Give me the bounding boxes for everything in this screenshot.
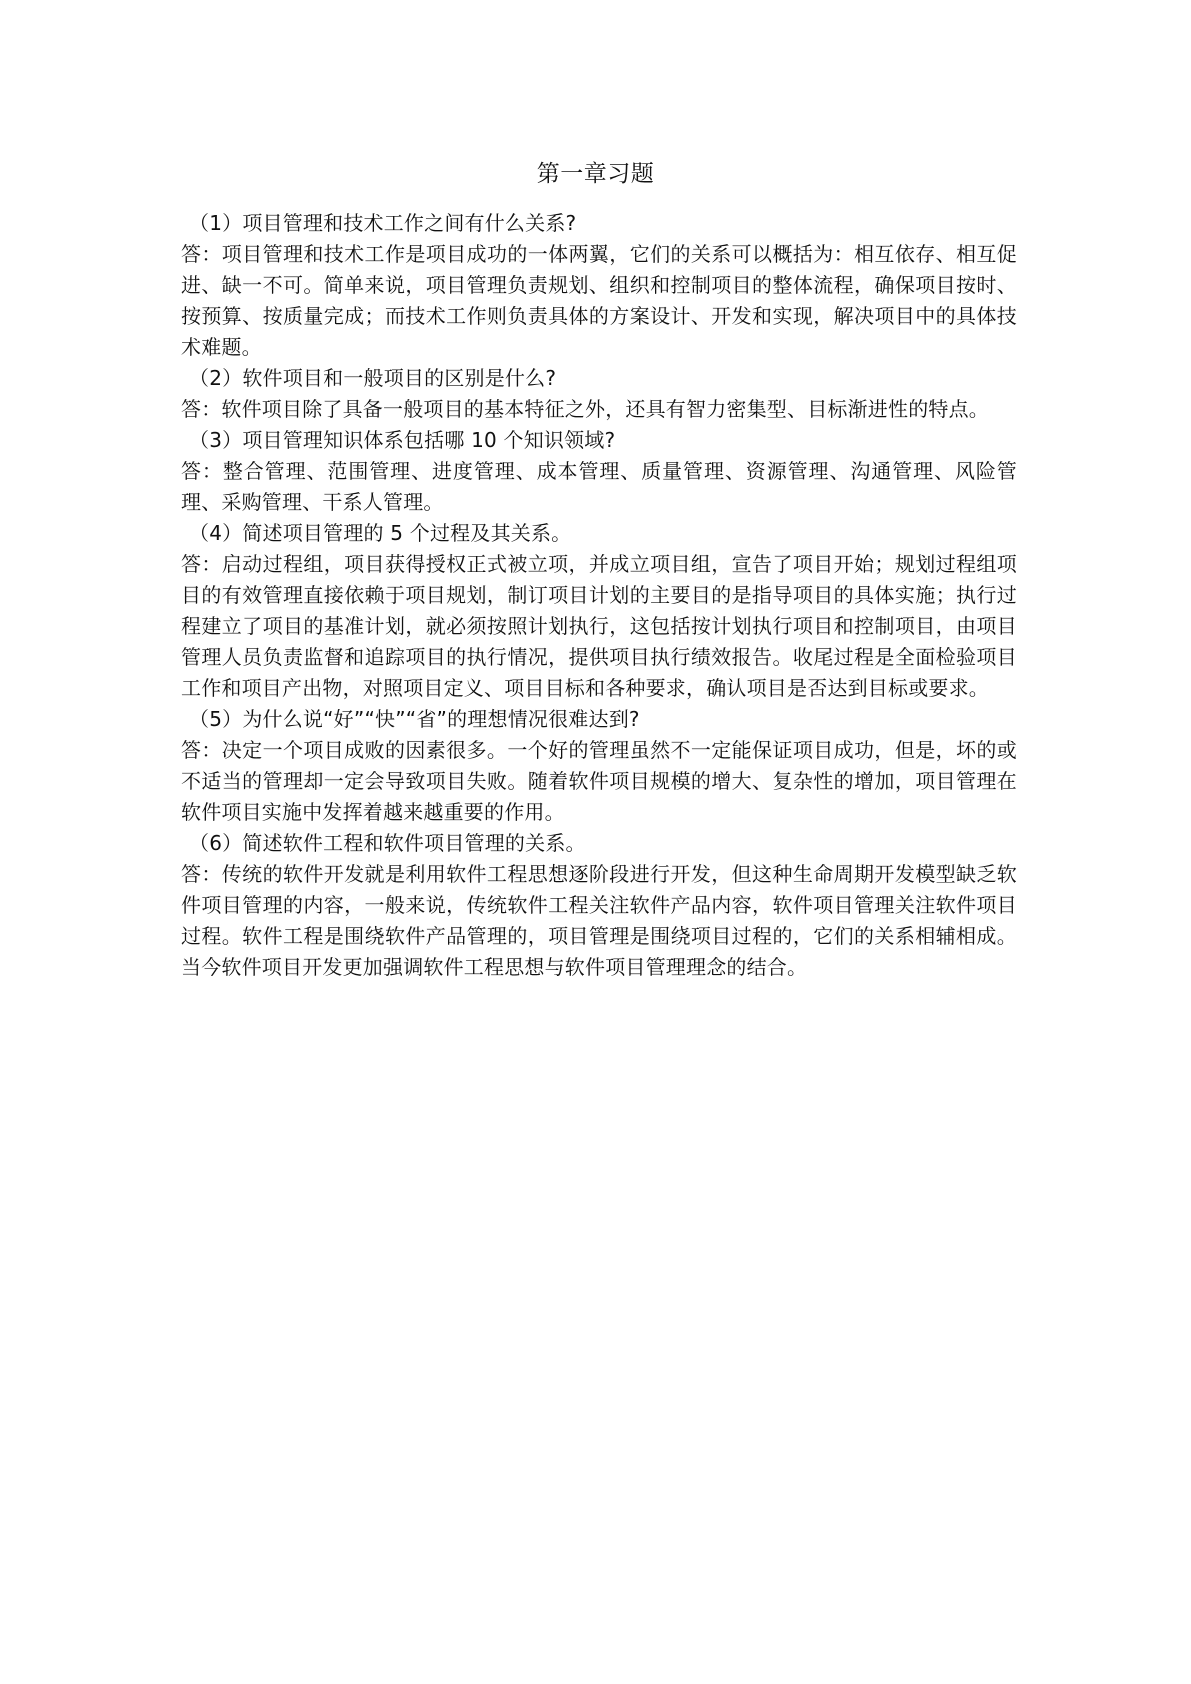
question-5: （5）为什么说“好”“快”“省”的理想情况很难达到? (189, 707, 640, 731)
question-1: （1）项目管理和技术工作之间有什么关系? (189, 211, 577, 235)
exercise-list (181, 208, 1017, 983)
question-4: （4）简述项目管理的 5 个过程及其关系。 (189, 521, 572, 545)
page-title: 第一章习题 (536, 161, 655, 187)
answer-3: 答：整合管理、范围管理、进度管理、成本管理、质量管理、资源管理、沟通管理、风险管理、采购管理、干系人管理。 (181, 459, 1017, 514)
question-2: （2）软件项目和一般项目的区别是什么? (189, 366, 557, 390)
answer-1: 答：项目管理和技术工作是项目成功的一体两翼，它们的关系可以概括为：相互依存、相互促进、缺一不可。简单来说，项目管理负责规划、组织和控制项目的整体流程，确保项目按时、按预算、按质量完成；而技术工作则负责具体的方案设计、开发和实现，解决项目中的具体技术难题。 (181, 242, 1017, 359)
answer-4: 答：启动过程组，项目获得授权正式被立项，并成立项目组，宣告了项目开始；规划过程组项目的有效管理直接依赖于项目规划，制订项目计划的主要目的是指导项目的具体实施；执行过程建立了项目的基准计划，就必须按照计划执行，这包括按计划执行项目和控制项目，由项目管理人员负责监督和追踪项目的执行情况，提供项目执行绩效报告。收尾过程是全面检验项目工作和项目产出物，对照项目定义、项目目标和各种要求，确认项目是否达到目标或要求。 (181, 552, 1017, 700)
answer-6: 答：传统的软件开发就是利用软件工程思想逐阶段进行开发，但这种生命周期开发模型缺乏软件项目管理的内容，一般来说，传统软件工程关注软件产品内容，软件项目管理关注软件项目过程。软件工程是围绕软件产品管理的，项目管理是围绕项目过程的，它们的关系相辅相成。当今软件项目开发更加强调软件工程思想与软件项目管理理念的结合。 (181, 862, 1017, 979)
answer-5: 答：决定一个项目成败的因素很多。一个好的管理虽然不一定能保证项目成功，但是，坏的或不适当的管理却一定会导致项目失败。随着软件项目规模的增大、复杂性的增加，项目管理在软件项目实施中发挥着越来越重要的作用。 (181, 738, 1017, 824)
question-6: （6）简述软件工程和软件项目管理的关系。 (189, 831, 586, 855)
answer-2: 答：软件项目除了具备一般项目的基本特征之外，还具有智力密集型、目标渐进性的特点。 (181, 397, 989, 421)
question-3: （3）项目管理知识体系包括哪 10 个知识领域? (189, 428, 616, 452)
